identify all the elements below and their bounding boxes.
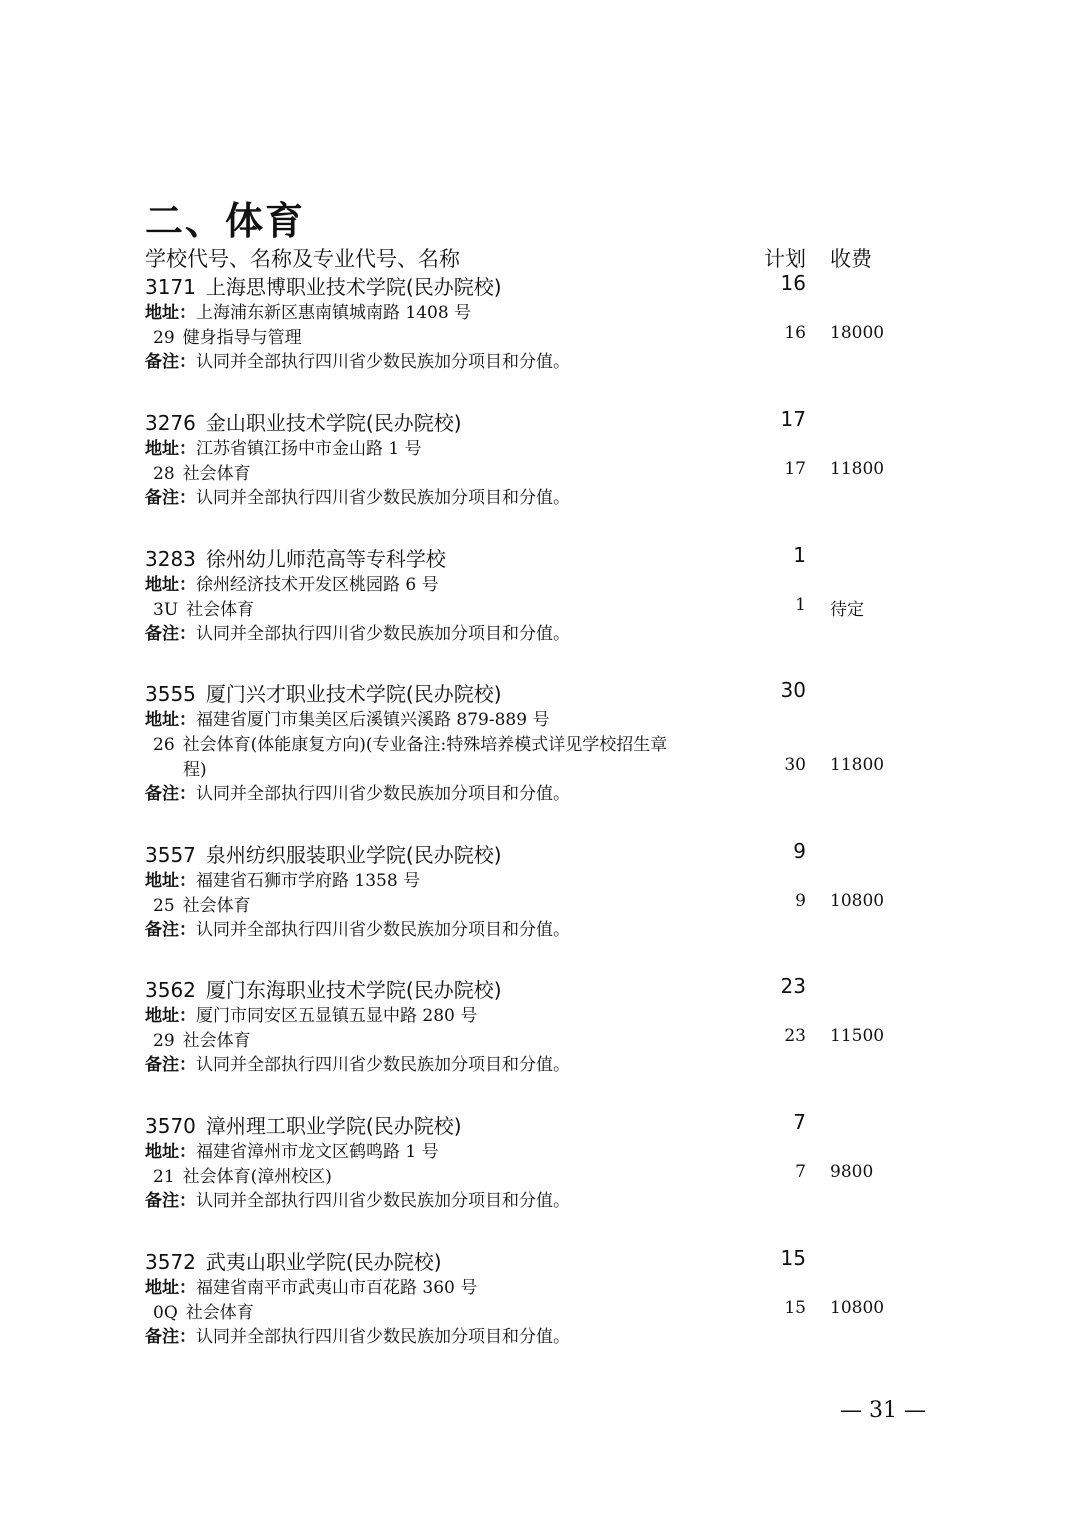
school-code: 3572 [145,1250,196,1274]
school-plan: 17 [780,407,806,431]
school-entry [0,407,1080,527]
major-line [153,1298,254,1323]
school-plan: 15 [780,1246,806,1270]
school-address: 上海浦东新区惠南镇城南路 1408 号 [196,303,472,323]
school-address: 江苏省镇江扬中市金山路 1 号 [196,439,422,459]
address-label: 地址： [145,439,196,459]
major-name: 社会体育 [186,600,255,620]
note-label: 备注： [145,1191,196,1211]
school-name: 上海思博职业技术学院(民办院校) [205,275,502,299]
major-fee: 待定 [830,600,864,620]
note-label: 备注： [145,784,196,804]
major-plan: 16 [784,323,806,343]
column-header-plan: 计划 [764,247,806,271]
school-entry [0,1246,1080,1366]
major-line [153,891,251,916]
school-entry [0,271,1080,391]
school-note: 认同并全部执行四川省少数民族加分项目和分值。 [196,920,570,940]
major-fee: 9800 [830,1162,874,1182]
school-address: 厦门市同安区五显镇五显中路 280 号 [196,1006,478,1026]
major-line [153,730,667,755]
address-label: 地址： [145,871,196,891]
school-code: 3557 [145,843,196,867]
major-plan: 9 [795,891,806,911]
school-name-line [145,678,502,707]
school-code: 3283 [145,547,196,571]
school-note: 认同并全部执行四川省少数民族加分项目和分值。 [196,624,570,644]
major-plan: 23 [784,1026,806,1046]
school-note: 认同并全部执行四川省少数民族加分项目和分值。 [196,1327,570,1347]
address-label: 地址： [145,1142,196,1162]
school-plan: 23 [780,974,806,998]
major-name: 社会体育 [182,896,251,916]
school-address-line [145,434,422,459]
major-name: 社会体育 [185,1303,254,1323]
note-line [145,483,570,508]
note-line [145,1186,570,1211]
school-entry [0,1110,1080,1230]
major-fee: 11800 [830,755,885,775]
school-address-line [145,1137,439,1162]
address-label: 地址： [145,575,196,595]
major-code: 25 [153,896,175,916]
note-label: 备注： [145,1055,196,1075]
school-plan: 9 [793,839,806,863]
school-note: 认同并全部执行四川省少数民族加分项目和分值。 [196,352,570,372]
major-name: 社会体育(体能康复方向)(专业备注:特殊培养模式详见学校招生章 [182,735,668,755]
major-code: 29 [153,328,175,348]
address-label: 地址： [145,1006,196,1026]
major-fee: 11800 [830,459,885,479]
school-plan: 16 [780,271,806,295]
school-code: 3570 [145,1114,196,1138]
school-note: 认同并全部执行四川省少数民族加分项目和分值。 [196,784,570,804]
school-name: 厦门东海职业技术学院(民办院校) [205,978,502,1002]
major-code: 3U [153,600,179,620]
school-plan: 1 [793,543,806,567]
school-address: 福建省南平市武夷山市百花路 360 号 [196,1278,478,1298]
major-plan: 7 [795,1162,806,1182]
major-line [153,323,302,348]
major-name: 健身指导与管理 [182,328,302,348]
school-address-line [145,705,549,730]
address-label: 地址： [145,1278,196,1298]
major-line [153,595,254,620]
address-label: 地址： [145,303,196,323]
page-number: — 31 — [840,1398,926,1423]
school-note: 认同并全部执行四川省少数民族加分项目和分值。 [196,488,570,508]
school-name: 武夷山职业学院(民办院校) [205,1250,442,1274]
major-line [153,1162,332,1187]
school-name-line [145,974,502,1003]
school-code: 3562 [145,978,196,1002]
major-code: 26 [153,735,175,755]
school-address: 徐州经济技术开发区桃园路 6 号 [196,575,439,595]
note-label: 备注： [145,1327,196,1347]
school-address-line [145,570,439,595]
column-header-fee: 收费 [830,247,872,271]
major-line [153,459,251,484]
school-name-line [145,543,446,572]
school-name: 徐州幼儿师范高等专科学校 [205,547,446,571]
major-fee: 10800 [830,1298,885,1318]
school-entry [0,974,1080,1094]
note-line [145,779,570,804]
major-name: 社会体育 [182,1031,251,1051]
school-name-line [145,271,502,300]
school-address-line [145,1273,477,1298]
school-address: 福建省厦门市集美区后溪镇兴溪路 879-889 号 [196,710,550,730]
school-entry [0,678,1080,808]
major-fee: 18000 [830,323,885,343]
school-name: 泉州纺织服装职业学院(民办院校) [205,843,502,867]
school-name: 厦门兴才职业技术学院(民办院校) [205,682,502,706]
note-label: 备注： [145,352,196,372]
major-code: 0Q [153,1303,178,1323]
major-line [153,1026,251,1051]
major-plan: 1 [795,595,806,615]
school-name-line [145,1110,462,1139]
major-plan: 17 [784,459,806,479]
note-label: 备注： [145,488,196,508]
school-address: 福建省漳州市龙文区鹤鸣路 1 号 [196,1142,439,1162]
major-plan: 30 [784,755,806,775]
school-code: 3555 [145,682,196,706]
note-label: 备注： [145,920,196,940]
note-label: 备注： [145,624,196,644]
note-line [145,1322,570,1347]
major-plan: 15 [784,1298,806,1318]
school-entry [0,543,1080,663]
major-fee: 10800 [830,891,885,911]
school-entry [0,839,1080,959]
note-line [145,1050,570,1075]
school-name: 金山职业技术学院(民办院校) [205,411,462,435]
school-address: 福建省石狮市学府路 1358 号 [196,871,421,891]
school-note: 认同并全部执行四川省少数民族加分项目和分值。 [196,1191,570,1211]
school-name-line [145,839,502,868]
major-code: 29 [153,1031,175,1051]
note-line [145,347,570,372]
address-label: 地址： [145,710,196,730]
note-line [145,619,570,644]
school-code: 3276 [145,411,196,435]
school-note: 认同并全部执行四川省少数民族加分项目和分值。 [196,1055,570,1075]
school-name-line [145,1246,442,1275]
school-address-line [145,298,471,323]
school-address-line [145,1001,477,1026]
major-line-continuation: 程) [183,760,207,780]
school-code: 3171 [145,275,196,299]
school-address-line [145,866,420,891]
major-fee: 11500 [830,1026,885,1046]
column-header-school-major: 学校代号、名称及专业代号、名称 [145,247,460,271]
school-name: 漳州理工职业学院(民办院校) [205,1114,462,1138]
major-code: 28 [153,464,175,484]
school-plan: 30 [780,678,806,702]
section-title: 二、体育 [145,199,306,243]
note-line [145,915,570,940]
school-name-line [145,407,462,436]
major-name: 社会体育 [182,464,251,484]
school-plan: 7 [793,1110,806,1134]
major-code: 21 [153,1167,175,1187]
major-name: 社会体育(漳州校区) [182,1167,332,1187]
